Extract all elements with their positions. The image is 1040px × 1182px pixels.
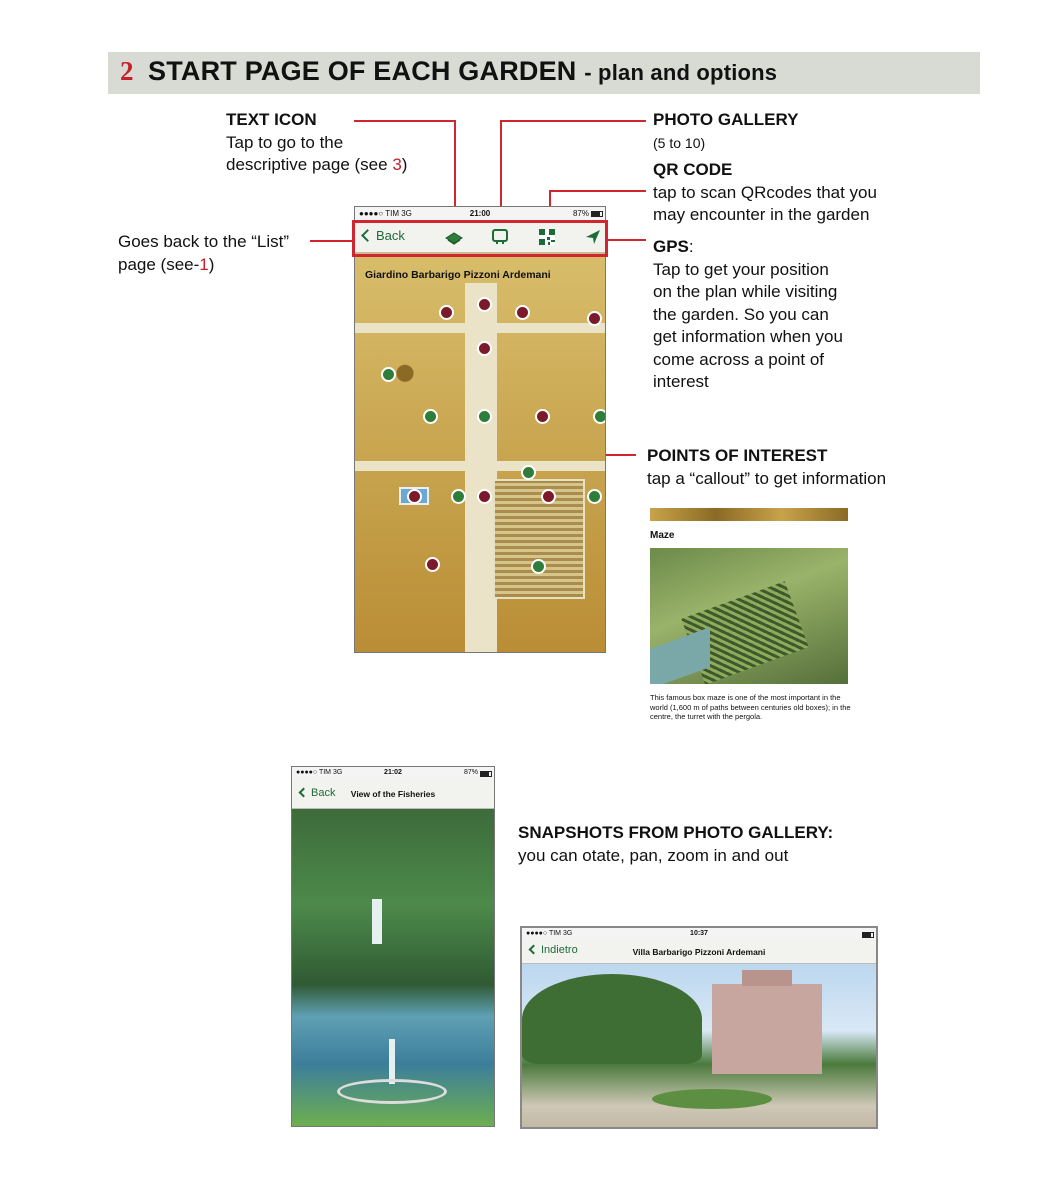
gps-line: on the plan while visiting [653,282,838,301]
status-battery: 87% [572,209,589,218]
snapshots-title: SNAPSHOTS FROM PHOTO GALLERY: [518,823,834,842]
back-annotation [118,231,289,276]
leader-line [310,240,352,242]
leader-line [549,190,646,192]
map-maze [493,479,585,599]
poi-callout[interactable] [541,489,556,504]
gps-line: Tap to get your position [653,259,829,279]
gps-line: the garden. So you can [653,304,829,324]
poi-line1: tap a “callout” to get information [647,468,887,488]
phone-gallery-screen [291,766,495,1127]
text-icon-line2-prefix: descriptive page (see [226,155,393,174]
status-carrier: ●●●●○ TIM 3G [359,209,412,218]
poi-callout[interactable] [425,557,440,572]
status-time: 10:37 [690,930,708,937]
poi-callout[interactable] [515,305,530,320]
navigation-bar [292,779,494,809]
title-text: START PAGE OF EACH GARDEN [148,56,577,86]
gps-annotation [653,236,843,394]
phone-landscape-screen [520,926,878,1129]
maze-photo [650,548,848,684]
battery-icon [591,211,603,217]
text-icon-title: TEXT ICON [226,110,317,129]
map-path [355,461,606,471]
fountain-shape [372,899,382,944]
back-label: Back [311,787,336,799]
fisheries-photo[interactable] [292,809,494,1127]
poi-callout[interactable] [535,409,550,424]
status-bar [292,767,494,779]
poi-callout[interactable] [477,409,492,424]
leader-line [606,454,636,456]
back-ref: 1 [199,254,209,274]
poi-callout[interactable] [451,489,466,504]
back-label: Back [376,228,405,243]
gps-colon: : [688,237,694,256]
snapshots-line1: you can otate, pan, zoom in and out [518,845,789,865]
back-label: Indietro [541,944,578,956]
back-line2-suffix: ) [208,254,215,274]
poi-callout[interactable] [423,409,438,424]
poi-callout[interactable] [381,367,396,382]
poi-callout[interactable] [477,341,492,356]
battery-icon [862,932,874,938]
garden-plan-map[interactable] [355,253,605,653]
hedge-shape [652,1089,772,1109]
callout-description: This famous box maze is one of the most important in the world (1,600 m of paths between centuries old boxes); in the centre, the turret with the pergola. [650,693,851,721]
poi-callout[interactable] [477,297,492,312]
photo-gallery-title: PHOTO GALLERY [653,110,799,129]
plan-title: Giardino Barbarigo Pizzoni Ardemani [365,269,551,281]
leader-line [500,120,646,122]
section-header [108,52,980,94]
status-time: 21:02 [384,769,402,776]
status-carrier: ●●●●○ TIM 3G [526,930,573,937]
gps-title: GPS [653,237,689,256]
poi-callout[interactable] [521,465,536,480]
villa-photo[interactable] [522,964,876,1129]
qr-code-line2: may encounter in the garden [653,205,870,224]
callout-title: Maze [650,530,675,541]
poi-callout[interactable] [439,305,454,320]
fountain-shape [389,1039,395,1084]
battery-icon [480,771,492,777]
poi-callout[interactable] [407,489,422,504]
navigation-bar [522,940,876,964]
poi-callout[interactable] [593,409,606,424]
villa-shape [712,984,822,1074]
section-number: 2 [120,56,134,86]
section-title [148,56,777,87]
trees-shape [522,974,702,1064]
photo-gallery-annotation [653,109,798,154]
status-bar [522,928,876,940]
snapshots-annotation [518,822,833,867]
gps-line: interest [653,372,709,391]
gps-line: come across a point of [653,349,825,369]
section-subtitle: - plan and options [584,60,778,85]
status-bar [355,207,605,221]
poi-callout[interactable] [587,311,602,326]
gps-line: get information when you [653,327,843,346]
status-carrier: ●●●●○ TIM 3G [296,769,343,776]
status-battery: 87% [463,769,478,776]
poi-callout[interactable] [587,489,602,504]
navbar-highlight-box [352,220,608,257]
poi-callout[interactable] [477,489,492,504]
poi-title: POINTS OF INTEREST [647,446,828,465]
photo-gallery-note: (5 to 10) [653,134,706,151]
text-icon-line1: Tap to go to the [226,132,344,152]
qr-code-title: QR CODE [653,160,733,179]
status-time: 21:00 [469,209,491,218]
poi-callout[interactable] [531,559,546,574]
poi-annotation [647,445,886,490]
leader-line [354,120,456,122]
basin-shape [337,1079,447,1104]
back-line2-prefix: page (see- [118,254,200,274]
text-icon-line2-suffix: ) [401,155,408,174]
callout-header-strip [650,508,848,521]
phone-plan-screen [354,206,606,653]
nav-title: View of the Fisheries [350,789,436,799]
qr-code-annotation [653,159,877,227]
leader-line [608,239,646,241]
map-path [355,323,606,333]
nav-title: Villa Barbarigo Pizzoni Ardemani [632,947,766,957]
back-line1: Goes back to the “List” [118,232,290,251]
qr-code-line1: tap to scan QRcodes that you [653,182,877,202]
text-icon-ref: 3 [392,155,402,174]
